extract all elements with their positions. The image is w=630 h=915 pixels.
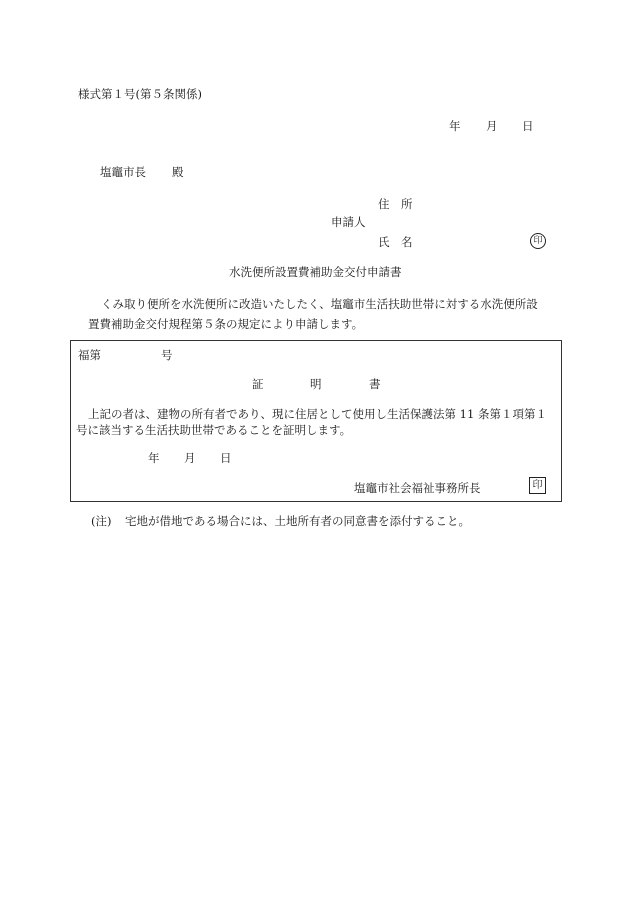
form-label: 様式第１号(第５条関係) [78,87,202,101]
addressee-honorific: 殿 [172,165,184,179]
certificate-heading-char-3: 書 [369,377,381,391]
certificate-heading-char-1: 証 [252,377,264,391]
certificate-number-suffix: 号 [161,348,173,362]
certificate-text-line-1: 上記の者は、建物の所有者であり、現に住居として使用し生活保護法第 11 条第１項第１ [88,407,547,421]
address-label: 住 所 [378,197,413,211]
addressee-name: 塩竈市長 [100,165,146,179]
certificate-date-year: 年 [148,451,160,465]
date-day: 日 [522,119,534,133]
certificate-date-month: 月 [184,451,196,465]
certificate-heading-char-2: 明 [310,377,322,391]
name-label: 氏 名 [378,235,413,249]
certificate-date-day: 日 [220,451,232,465]
body-line-1: くみ取り便所を水洗便所に改造いたしたく、塩竈市生活扶助世帯に対する水洗便所設 [101,297,538,311]
certificate-text-line-2: 号に該当する生活扶助世帯であることを証明します。 [76,423,352,437]
certificate-number-prefix: 福第 [78,348,101,362]
note-text: 宅地が借地である場合には、土地所有者の同意書を添付すること。 [125,514,470,528]
certificate-issuer: 塩竈市社会福祉事務所長 [354,481,481,495]
applicant-seal: 印 [530,233,546,249]
applicant-label: 申請人 [331,215,366,229]
note-label: (注) [91,514,112,528]
body-line-2: 置費補助金交付規程第５条の規定により申請します。 [88,317,364,331]
certificate-seal: 印 [529,477,546,494]
document-title: 水洗便所設置費補助金交付申請書 [229,265,402,279]
date-month: 月 [486,119,498,133]
date-year: 年 [449,119,461,133]
